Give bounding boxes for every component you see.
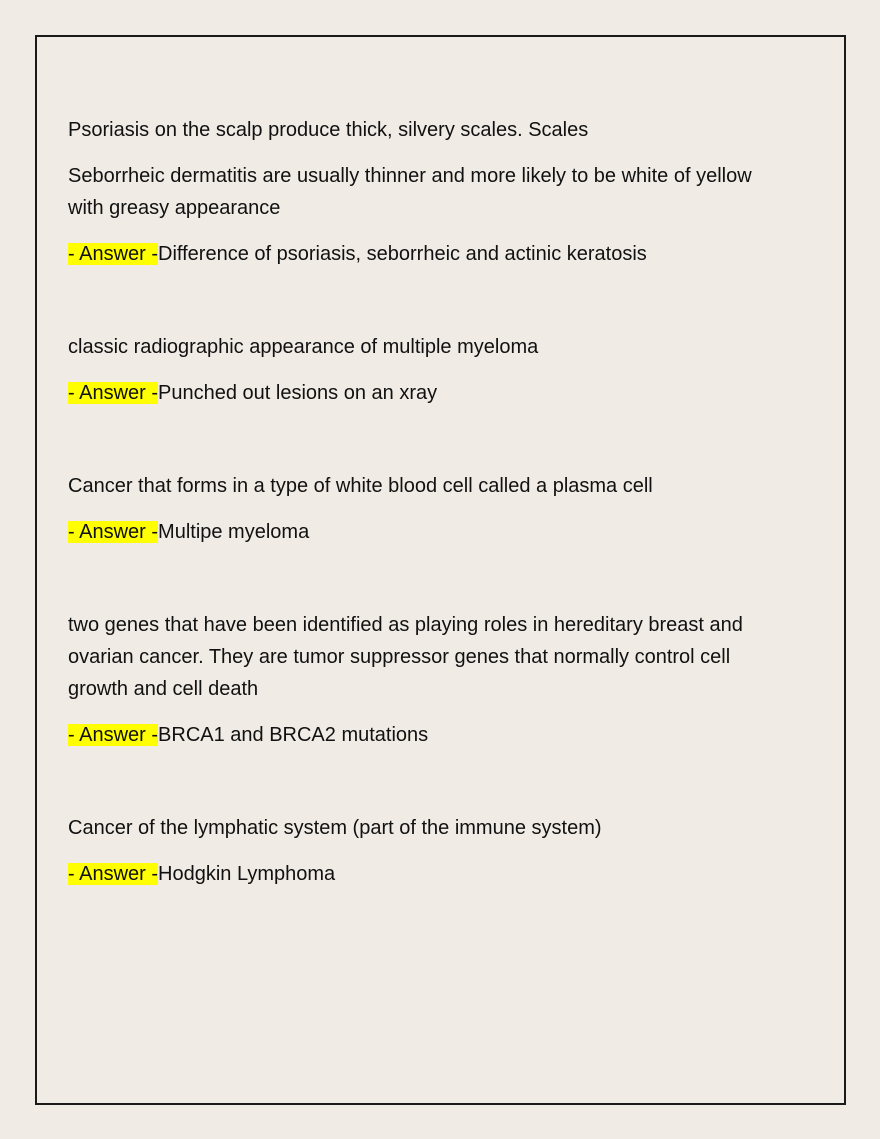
answer-line <box>68 238 758 270</box>
question-text: two genes that have been identified as playing roles in hereditary breast and ovarian cancer. They are tumor suppressor genes that normally control cell growth and cell death <box>68 614 743 700</box>
answer-line <box>68 377 758 409</box>
qa-item <box>68 470 758 548</box>
qa-item <box>68 331 758 409</box>
answer-text: Multipe myeloma <box>158 521 310 543</box>
question-text: Cancer that forms in a type of white blood cell called a plasma cell <box>68 475 653 497</box>
qa-item <box>68 812 758 890</box>
question-text: classic radiographic appearance of multiple myeloma <box>68 336 539 358</box>
answer-label: - Answer - <box>68 724 159 746</box>
question-text: Cancer of the lymphatic system (part of the immune system) <box>68 817 602 839</box>
question-text: Seborrheic dermatitis are usually thinner and more likely to be white of yellow with greasy appearance <box>68 165 752 219</box>
answer-text: Difference of psoriasis, seborrheic and actinic keratosis <box>158 243 647 265</box>
answer-text: BRCA1 and BRCA2 mutations <box>158 724 429 746</box>
question-text: Psoriasis on the scalp produce thick, silvery scales. Scales <box>68 119 589 141</box>
answer-text: Hodgkin Lymphoma <box>158 863 336 885</box>
answer-label: - Answer - <box>68 863 159 885</box>
answer-label: - Answer - <box>68 521 159 543</box>
qa-item <box>68 609 758 751</box>
answer-line <box>68 516 758 548</box>
answer-label: - Answer - <box>68 243 159 265</box>
answer-line <box>68 858 758 890</box>
answer-line <box>68 719 758 751</box>
document-content <box>68 114 758 890</box>
answer-text: Punched out lesions on an xray <box>158 382 438 404</box>
qa-item <box>68 114 758 270</box>
answer-label: - Answer - <box>68 382 159 404</box>
